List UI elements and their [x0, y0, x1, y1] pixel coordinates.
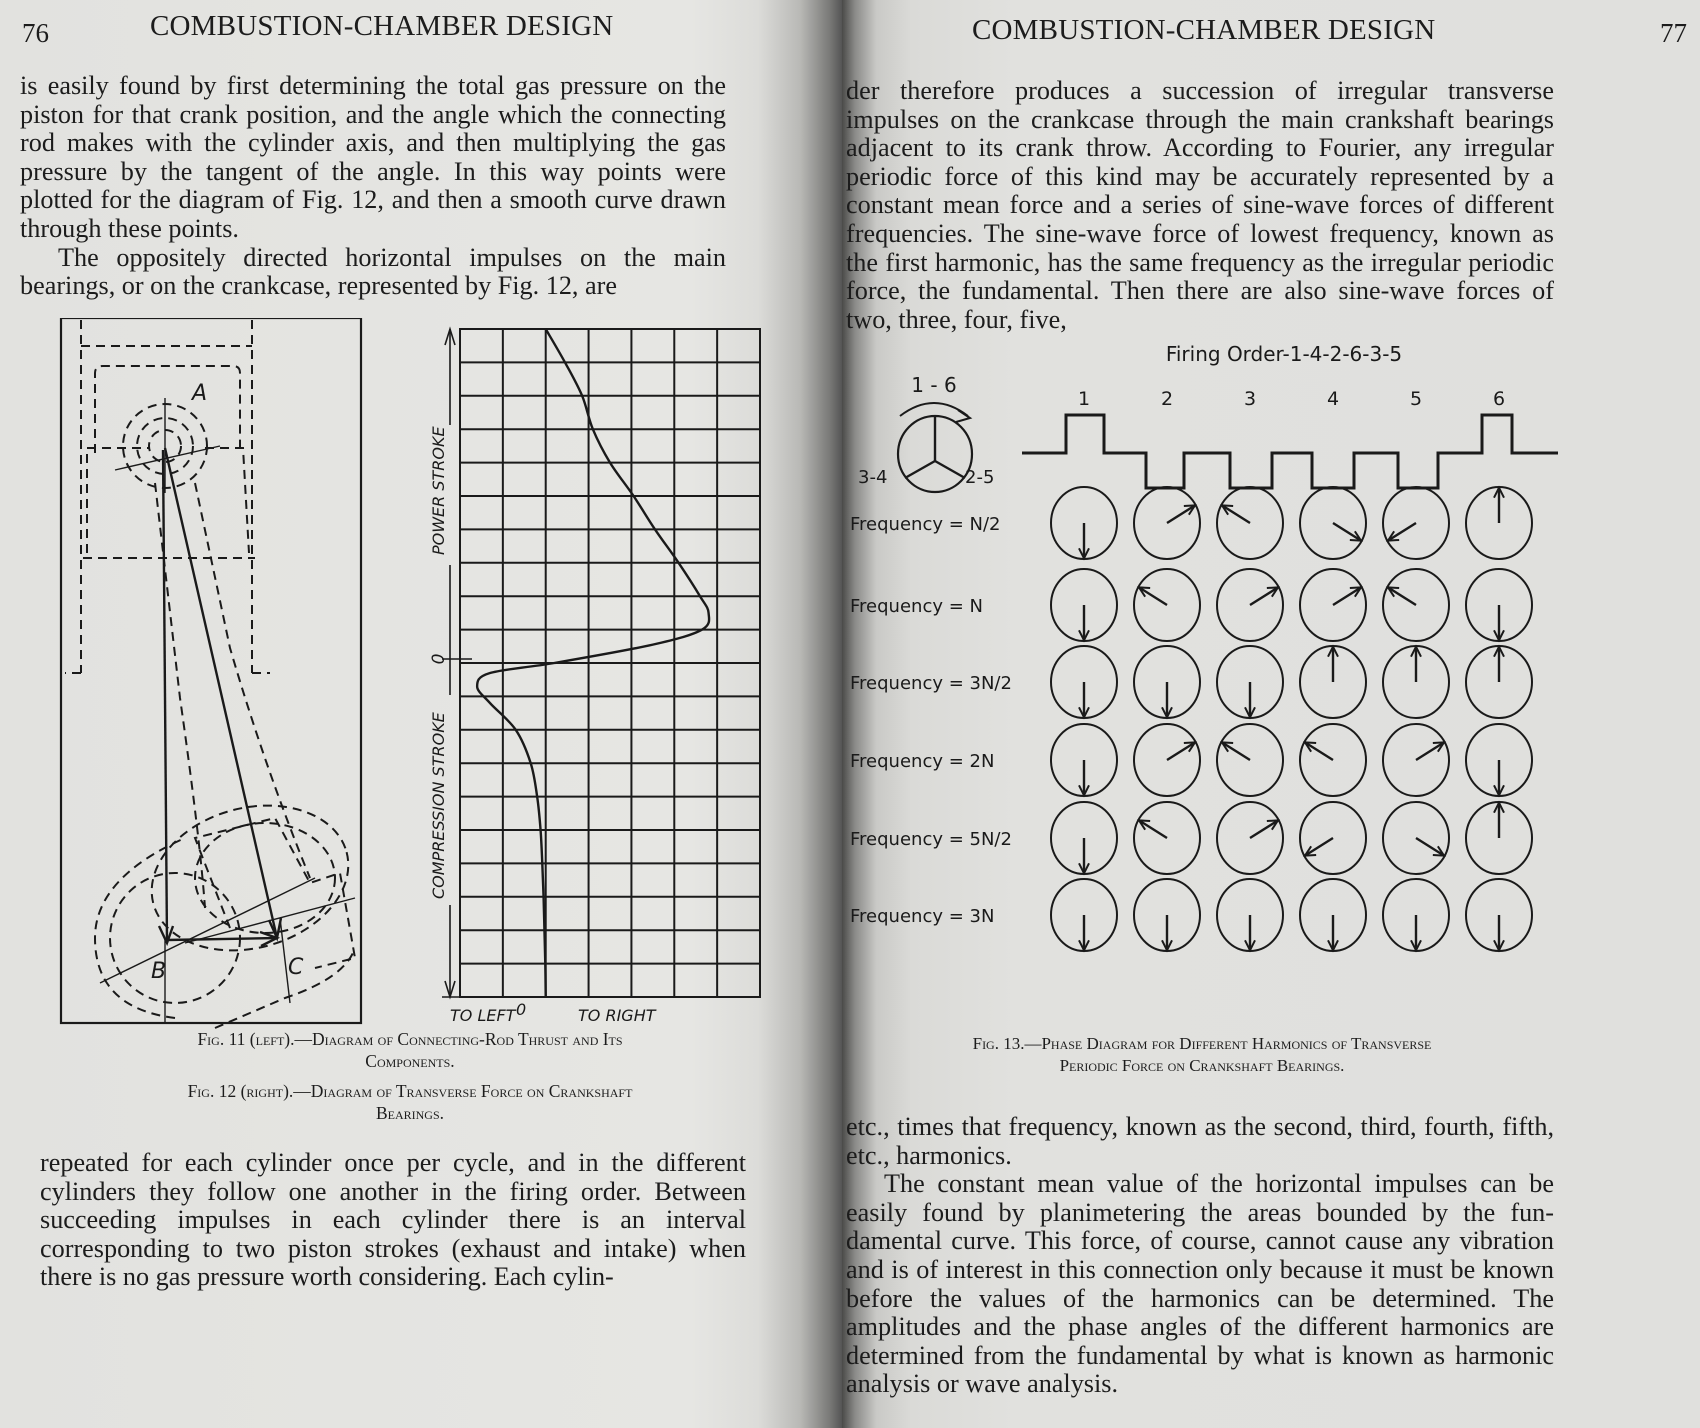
fig11-caption — [40, 1028, 780, 1072]
phase-vector — [1217, 569, 1283, 641]
arrow-shaft — [1333, 587, 1361, 605]
phase-vector — [1217, 879, 1283, 951]
frequency-label: Frequency = 2N — [850, 751, 995, 772]
cylinder-number: 6 — [1492, 388, 1506, 410]
frequency-label: Frequency = 5N/2 — [850, 829, 1012, 850]
paragraph: etc., times that frequency, known as the second, third, fourth, fifth, etc., harmonics. — [846, 1112, 1554, 1170]
arrow-shaft — [1388, 523, 1416, 541]
phase-vector — [1466, 646, 1532, 718]
cylinder-number: 4 — [1326, 388, 1340, 410]
cylinder-number: 2 — [1160, 388, 1174, 410]
phase-vector — [1134, 646, 1200, 718]
right-page — [842, 0, 1700, 1428]
phase-vector — [1300, 724, 1366, 796]
phase-vector — [1466, 724, 1532, 796]
phase-row — [850, 487, 1532, 559]
phase-row — [850, 802, 1532, 874]
phase-vector — [1051, 569, 1117, 641]
phase-vector — [1051, 879, 1117, 951]
left-page — [0, 0, 842, 1428]
crank-label-1-6: 1 - 6 — [911, 373, 957, 397]
running-head: COMBUSTION-CHAMBER DESIGN — [150, 10, 614, 42]
arrow-shaft — [1416, 742, 1444, 760]
body-text-bottom — [846, 1113, 1554, 1399]
body-text-bottom — [40, 1149, 746, 1292]
phase-vector — [1134, 802, 1200, 874]
phase-vector — [1300, 879, 1366, 951]
fig12-caption — [40, 1080, 780, 1124]
paragraph: der therefore produces a succession of irregular transverse impulses on the crankcase through the main crankshaft bearings adjacent to its crank throw. According to Fourier, any irregular periodic force of this kind may be accurately represented by a constant mean force and a series of sine-wave forces of different frequencies. The sine-wave force of lowest frequency, known as the first harmonic, has the same frequency as the irregular periodic force, the fundamental. Then there are also sine-wave forces of two, three, four, five, — [846, 76, 1554, 334]
arrow-shaft — [1250, 820, 1278, 838]
phase-row — [850, 646, 1532, 718]
frequency-label: Frequency = N — [850, 596, 983, 617]
ylabel-power-stroke: Power Stroke — [429, 426, 448, 555]
arrow-shaft — [1139, 820, 1167, 838]
cylinder-number: 1 — [1077, 388, 1091, 410]
body-text-top — [20, 72, 726, 301]
arrow-shaft — [1333, 523, 1361, 541]
phase-vector — [1300, 802, 1366, 874]
label-a: A — [192, 381, 208, 406]
fig12-caption-line1: Fig. 12 (right).—Diagram of Transverse Force on Crankshaft — [187, 1081, 633, 1101]
paragraph: The constant mean value of the horizontal impulses can be easily found by planimetering the areas bounded by the fundamental curve. This force, of course, cannot cause any vibration and is of interest in this connection only because it must be known before the values of the harmonics can be determined. The amplitudes and the phase angles of the different harmonics are determined from the fundamental by what is known as harmonic analysis or wave analysis. — [846, 1169, 1554, 1399]
phase-row — [850, 724, 1532, 796]
arrow-shaft — [1222, 505, 1250, 523]
arrow-shaft — [1139, 587, 1167, 605]
frequency-label: Frequency = N/2 — [850, 514, 1001, 535]
fig11-caption-line1: Fig. 11 (left).—Diagram of Connecting-Rod Thrust and Its — [197, 1029, 623, 1049]
firing-pulse-wave — [1022, 415, 1558, 488]
crank-label-3-4: 3-4 — [858, 467, 888, 488]
phase-vector — [1051, 724, 1117, 796]
phase-vector — [1466, 802, 1532, 874]
cylinder-outline — [61, 318, 361, 1023]
phase-vector — [1383, 724, 1449, 796]
thrust-horizontal-component — [167, 938, 277, 940]
phase-vector — [1217, 646, 1283, 718]
phase-row — [850, 879, 1532, 951]
phase-vector — [1051, 487, 1117, 559]
paragraph: The oppositely directed horizontal impulses on the main bearings, or on the crankcase, represented by Fig. 12, are — [20, 242, 726, 301]
fig13-caption — [852, 1033, 1552, 1077]
arrow-shaft — [1305, 742, 1333, 760]
rotation-arrow — [900, 403, 968, 416]
phase-vector — [1217, 724, 1283, 796]
y-zero-label: 0 — [429, 653, 449, 665]
running-head: COMBUSTION-CHAMBER DESIGN — [972, 14, 1436, 46]
phase-vector — [1051, 646, 1117, 718]
arrow-shaft — [1305, 838, 1333, 856]
crank-diagram — [858, 373, 994, 492]
cylinder-number: 3 — [1243, 388, 1257, 410]
phase-vector — [1466, 569, 1532, 641]
fig13-phase-diagram — [842, 330, 1700, 1030]
page-number: 76 — [22, 18, 49, 48]
cylinder-number: 5 — [1409, 388, 1423, 410]
connecting-rod-thrust-line — [165, 448, 277, 938]
fig11-caption-line2: Components. — [365, 1051, 455, 1071]
phase-vector — [1217, 802, 1283, 874]
thrust-vertical-component — [163, 450, 167, 943]
frequency-label: Frequency = 3N — [850, 906, 995, 927]
phase-vector — [1383, 879, 1449, 951]
fig11-connecting-rod-diagram — [55, 318, 375, 1038]
phase-vector — [1466, 879, 1532, 951]
arrow-shaft — [1222, 742, 1250, 760]
phase-vector — [1134, 724, 1200, 796]
phase-vector — [1051, 802, 1117, 874]
x-zero-label: 0 — [516, 1000, 527, 1019]
phase-row — [850, 569, 1532, 641]
phase-vector — [1300, 569, 1366, 641]
fig12-transverse-force-chart — [420, 315, 780, 1035]
phase-vector — [1217, 487, 1283, 559]
phase-vector — [1383, 569, 1449, 641]
fig13-caption-line2: Periodic Force on Crankshaft Bearings. — [1059, 1056, 1345, 1075]
phase-vector — [1383, 487, 1449, 559]
page-number: 77 — [1660, 18, 1687, 48]
arrow-shaft — [1250, 587, 1278, 605]
phase-vector — [1300, 487, 1366, 559]
xlabel-to-left: To Left — [450, 1006, 516, 1025]
phase-vector — [1134, 487, 1200, 559]
body-text-top — [846, 77, 1554, 334]
paragraph: is easily found by first determining the total gas pressure on the piston for that crank position, and the angle which the connecting rod makes with the cylinder axis, and then multiplying the gas pressure by the tangent of the angle. In this way points were plotted for the diagram of Fig. 12, and then a smooth curve drawn through these points. — [20, 71, 726, 243]
arrow-shaft — [1388, 587, 1416, 605]
crank-label-2-5: 2-5 — [965, 467, 995, 488]
fig12-caption-line2: Bearings. — [375, 1103, 445, 1123]
phase-vector — [1466, 487, 1532, 559]
fig13-caption-line1: Fig. 13.—Phase Diagram for Different Harmonics of Transverse — [972, 1034, 1432, 1053]
phase-vector — [1383, 802, 1449, 874]
xlabel-to-right: To Right — [578, 1006, 656, 1025]
label-c: C — [288, 955, 304, 980]
phase-vector — [1134, 879, 1200, 951]
ylabel-compression-stroke: Compression Stroke — [429, 712, 448, 899]
arrow-shaft — [1167, 742, 1195, 760]
frequency-label: Frequency = 3N/2 — [850, 673, 1012, 694]
arrow-shaft — [1167, 505, 1195, 523]
phase-vector — [1383, 646, 1449, 718]
firing-order-label: Firing Order-1-4-2-6-3-5 — [1165, 342, 1403, 366]
arrow-shaft — [1416, 838, 1444, 856]
label-b: B — [151, 959, 167, 984]
phase-vector — [1300, 646, 1366, 718]
phase-vector — [1134, 569, 1200, 641]
paragraph: repeated for each cylinder once per cycle, and in the different cylinders they follow one another in the firing order. Between succeeding impulses in each cylinder there is an interval corresponding to two piston strokes (exhaust and intake) when there is no gas pressure worth considering. Each cylin- — [40, 1148, 746, 1292]
